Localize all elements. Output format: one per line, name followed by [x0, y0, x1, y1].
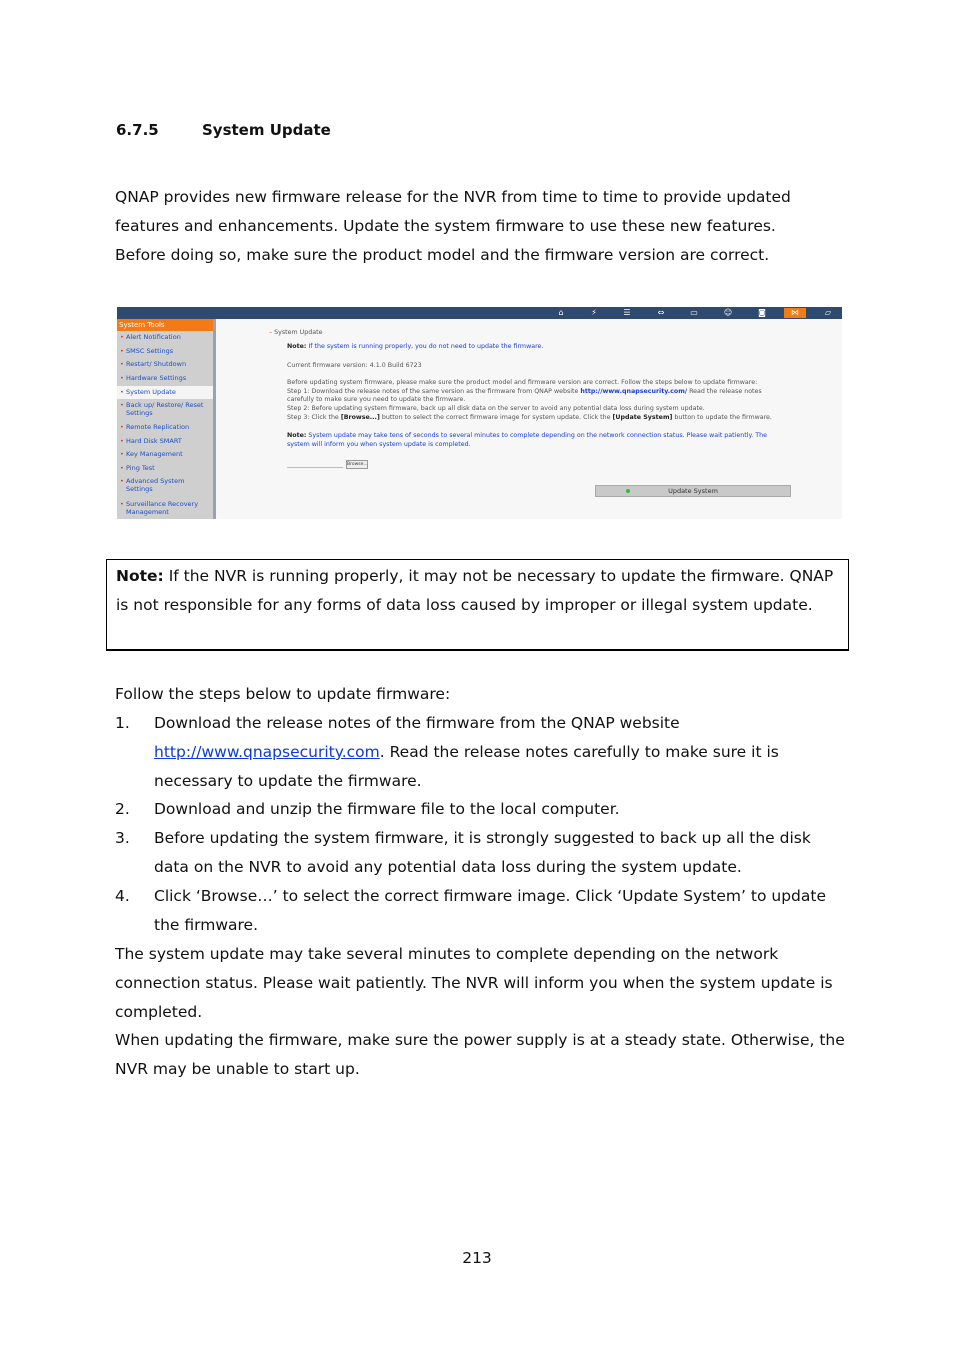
sidebar-item-hardware-settings[interactable]: • Hardware Settings: [117, 374, 213, 382]
panel-note: Note: If the system is running properly, you do not need to update the firmware.: [287, 343, 544, 350]
panel-note-2: Note: System update may take tens of seconds to several minutes to complete depending on the network connection status. Please wait patiently. The system will inform you when system update is completed.: [287, 432, 768, 448]
sidebar-item-remote-replication[interactable]: • Remote Replication: [117, 423, 213, 431]
sidebar-item-system-update[interactable]: • System Update: [117, 386, 213, 399]
step-2: 2. Download and unzip the firmware file to the local computer.: [115, 800, 620, 818]
current-version: Current firmware version: 4.1.0 Build 6723: [287, 362, 422, 369]
flash-icon[interactable]: ⚡: [591, 308, 597, 317]
panel-title: – System Update: [269, 329, 323, 336]
intro-line: Before doing so, make sure the product model and the firmware version are correct.: [115, 246, 770, 264]
firmware-file-input[interactable]: [287, 460, 343, 468]
step-4: 4. Click ‘Browse…’ to select the correct firmware image. Click ‘Update System’ to update the firmware.: [115, 887, 826, 934]
intro-line: QNAP provides new firmware release for the NVR from time to time to provide updated: [115, 188, 791, 206]
network-icon[interactable]: ☰: [623, 308, 631, 317]
sidebar-item-surveillance-recovery[interactable]: • Surveillance Recovery Management: [117, 500, 213, 516]
page-number: 213: [462, 1249, 492, 1267]
intro-line: features and enhancements. Update the system firmware to use these new features.: [115, 217, 776, 235]
tools-icon[interactable]: ⋈: [784, 308, 806, 318]
steps-intro: Follow the steps below to update firmware:: [115, 685, 451, 703]
qnap-website-link[interactable]: http://www.qnapsecurity.com: [154, 743, 380, 761]
note-label: Note:: [116, 567, 164, 585]
sidebar-item-ping-test[interactable]: • Ping Test: [117, 464, 213, 472]
system-update-screenshot: [117, 307, 842, 519]
section-title: System Update: [202, 121, 331, 139]
browse-button[interactable]: Browse...: [347, 462, 368, 467]
sidebar-item-backup-restore-reset[interactable]: • Back up/ Restore/ Reset Settings: [117, 401, 213, 417]
intro-paragraph: [115, 183, 845, 270]
sidebar-item-key-management[interactable]: • Key Management: [117, 450, 213, 458]
toolbar: [117, 307, 842, 319]
step-3: 3. Before updating the system firmware, it is strongly suggested to back up all the disk data on the NVR to avoid any potential data loss during the system update.: [115, 829, 811, 876]
home-icon[interactable]: ⌂: [558, 308, 564, 317]
sidebar-item-hard-disk-smart[interactable]: • Hard Disk SMART: [117, 437, 213, 445]
steps-block: Before updating system firmware, please make sure the product model and firmware version are correct. Follow the steps below to update firmware: Step 1: Download the release notes of the same version as the firmware from QNAP website http://www.qnapsecurity.com/ Read the release notes carefully to make sure you need to update the firmware. Step 2: Before updating system firmware, back up all disk data on the server to avoid any potential data loss during system update. Step 3: Click the [Browse...] button to select the correct firmware image for system update. Click the [Update System] button to update the firmware.: [287, 379, 772, 421]
device-icon[interactable]: ⇔: [657, 308, 665, 317]
sidebar-item-smsc-settings[interactable]: • SMSC Settings: [117, 347, 213, 355]
section-number: 6.7.5: [116, 121, 159, 139]
closing-paragraph-1: The system update may take several minutes to complete depending on the network connection status. Please wait patiently. The NVR will inform you when the system update is completed.: [115, 945, 833, 1021]
update-system-button[interactable]: Update System: [595, 485, 791, 497]
sidebar-item-advanced-system-settings[interactable]: • Advanced System Settings: [117, 477, 213, 493]
sidebar-title: System Tools: [117, 319, 213, 331]
sidebar-item-restart-shutdown[interactable]: • Restart/ Shutdown: [117, 360, 213, 368]
sidebar: [117, 319, 213, 519]
content-panel: [216, 319, 842, 519]
note-text: If the NVR is running properly, it may not be necessary to update the firmware. QNAP is not responsible for any forms of data loss caused by improper or illegal system update.: [116, 567, 834, 614]
users-icon[interactable]: ☺: [723, 308, 733, 317]
sidebar-item-alert-notification[interactable]: • Alert Notification: [117, 333, 213, 341]
section-heading: [116, 121, 331, 139]
log-icon[interactable]: ▱: [824, 308, 832, 317]
note-box: [106, 559, 849, 651]
storage-icon[interactable]: ▭: [690, 308, 698, 317]
step-1: 1. Download the release notes of the firmware from the QNAP website http://www.qnapsecurity.com. Read the release notes carefully to make sure it is necessary to update the firmware.: [115, 714, 779, 790]
camera-icon[interactable]: ◙: [758, 308, 766, 317]
closing-paragraph-2: When updating the firmware, make sure the power supply is at a steady state. Otherwise, the NVR may be unable to start up.: [115, 1031, 845, 1078]
